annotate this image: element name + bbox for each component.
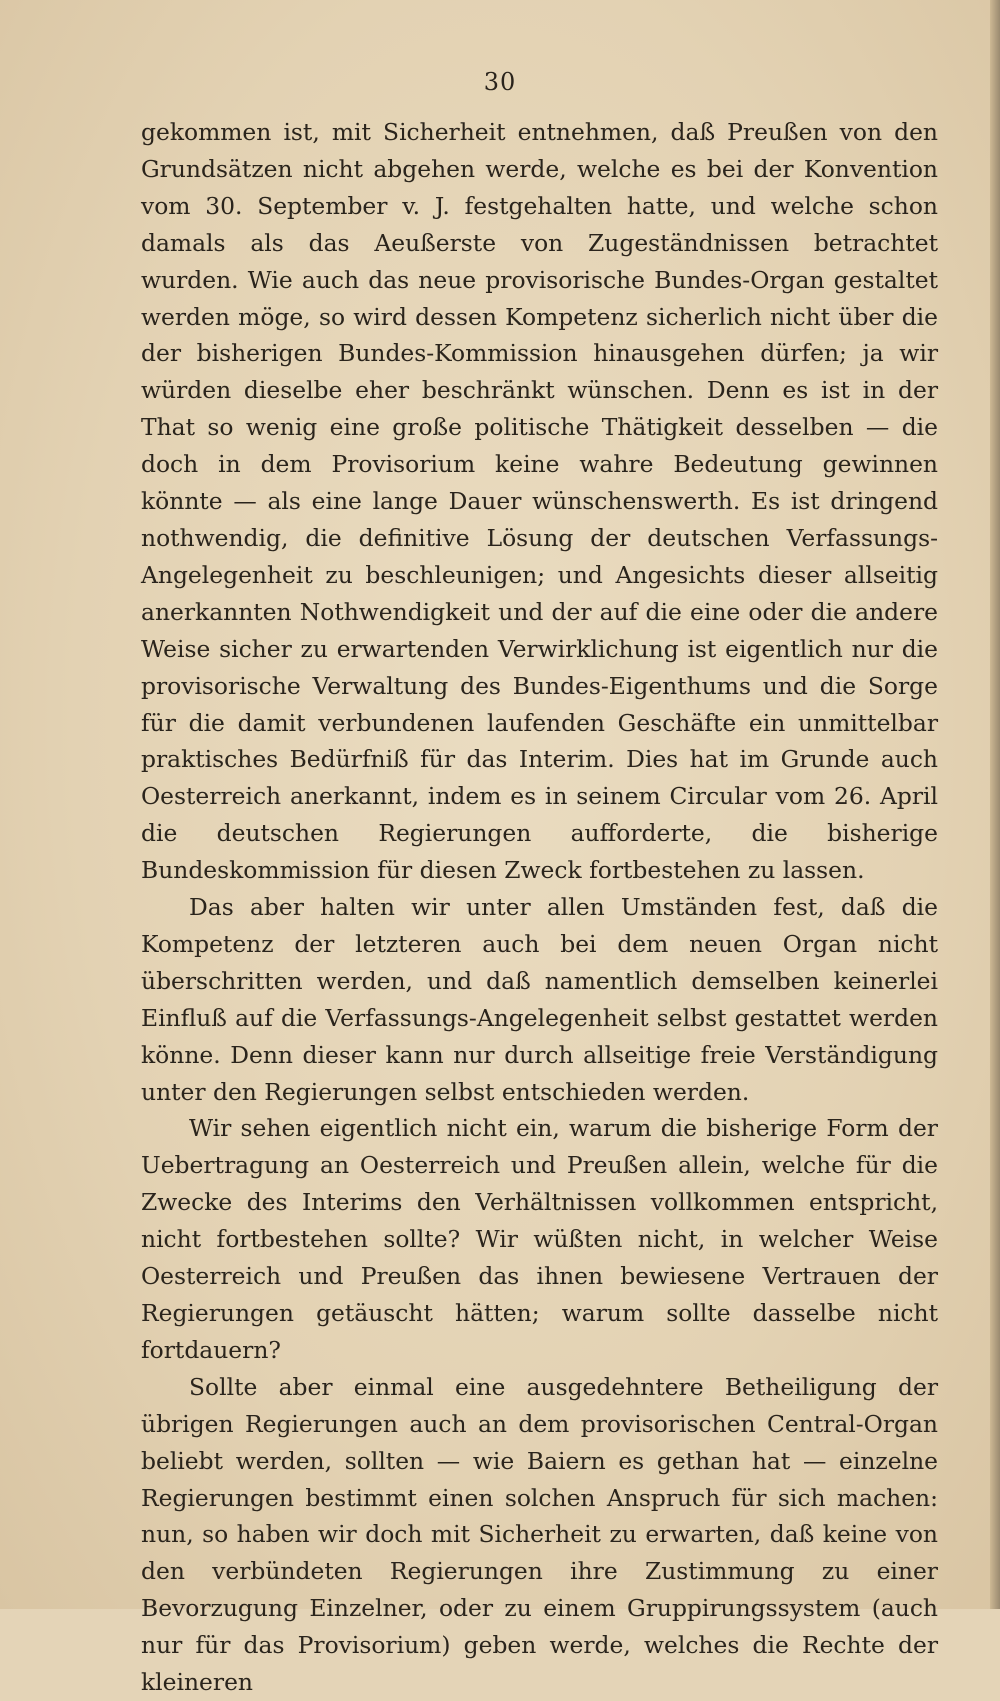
body-text [141,114,938,1701]
paragraph-1: gekommen ist, mit Sicherheit entnehmen, daß Preußen von den Grundsätzen nicht abgehen werde, welche es bei der Konvention vom 30. September v. J. festgehalten hatte, und welche schon damals als das Aeußerste von Zugeständnissen betrachtet wurden. Wie auch das neue provisorische Bundes-Organ gestaltet werden möge, so wird dessen Kompetenz sicherlich nicht über die der bisherigen Bundes-Kommission hinausgehen dürfen; ja wir würden dieselbe eher beschränkt wünschen. Denn es ist in der That so wenig eine große politische Thätigkeit desselben — die doch in dem Provisorium keine wahre Bedeutung gewinnen könnte — als eine lange Dauer wünschenswerth. Es ist dringend nothwendig, die definitive Lösung der deutschen Verfassungs-Angelegenheit zu beschleunigen; und Angesichts dieser allseitig anerkannten Nothwendigkeit und der auf die eine oder die andere Weise sicher zu erwartenden Verwirklichung ist eigentlich nur die provisorische Verwaltung des Bundes-Eigenthums und die Sorge für die damit verbundenen laufenden Geschäfte ein unmittelbar praktisches Bedürfniß für das Interim. Dies hat im Grunde auch Oesterreich anerkannt, indem es in seinem Circular vom 26. April die deutschen Regierungen aufforderte, die bisherige Bundeskommission für diesen Zweck fortbestehen zu lassen. [141,118,938,885]
paragraph-3: Wir sehen eigentlich nicht ein, warum die bisherige Form der Uebertragung an Oesterreich und Preußen allein, welche für die Zwecke des Interims den Verhältnissen vollkommen entspricht, nicht fortbestehen sollte? Wir wüßten nicht, in welcher Weise Oesterreich und Preußen das ihnen bewiesene Vertrauen der Regierungen getäuscht hätten; warum sollte dasselbe nicht fortdauern? [141,1114,938,1364]
paragraph-2: Das aber halten wir unter allen Umständen fest, daß die Kompetenz der letzteren auch bei dem neuen Organ nicht überschritten werden, und daß namentlich demselben keinerlei Einfluß auf die Verfassungs-Angelegenheit selbst gestattet werden könne. Denn dieser kann nur durch allseitige freie Verständigung unter den Regierungen selbst entschieden werden. [141,893,938,1106]
paragraph-4: Sollte aber einmal eine ausgedehntere Betheiligung der übrigen Regierungen auch an dem provisorischen Central-Organ beliebt werden, sollten — wie Baiern es gethan hat — einzelne Regierungen bestimmt einen solchen Anspruch für sich machen: nun, so haben wir doch mit Sicherheit zu erwarten, daß keine von den verbündeten Regierungen ihre Zustimmung zu einer Bevorzugung Einzelner, oder zu einem Gruppirungssystem (auch nur für das Provisorium) geben werde, welches die Rechte der kleineren [141,1372,938,1697]
page-edge [990,0,1000,1609]
page-number: 30 [483,68,517,96]
